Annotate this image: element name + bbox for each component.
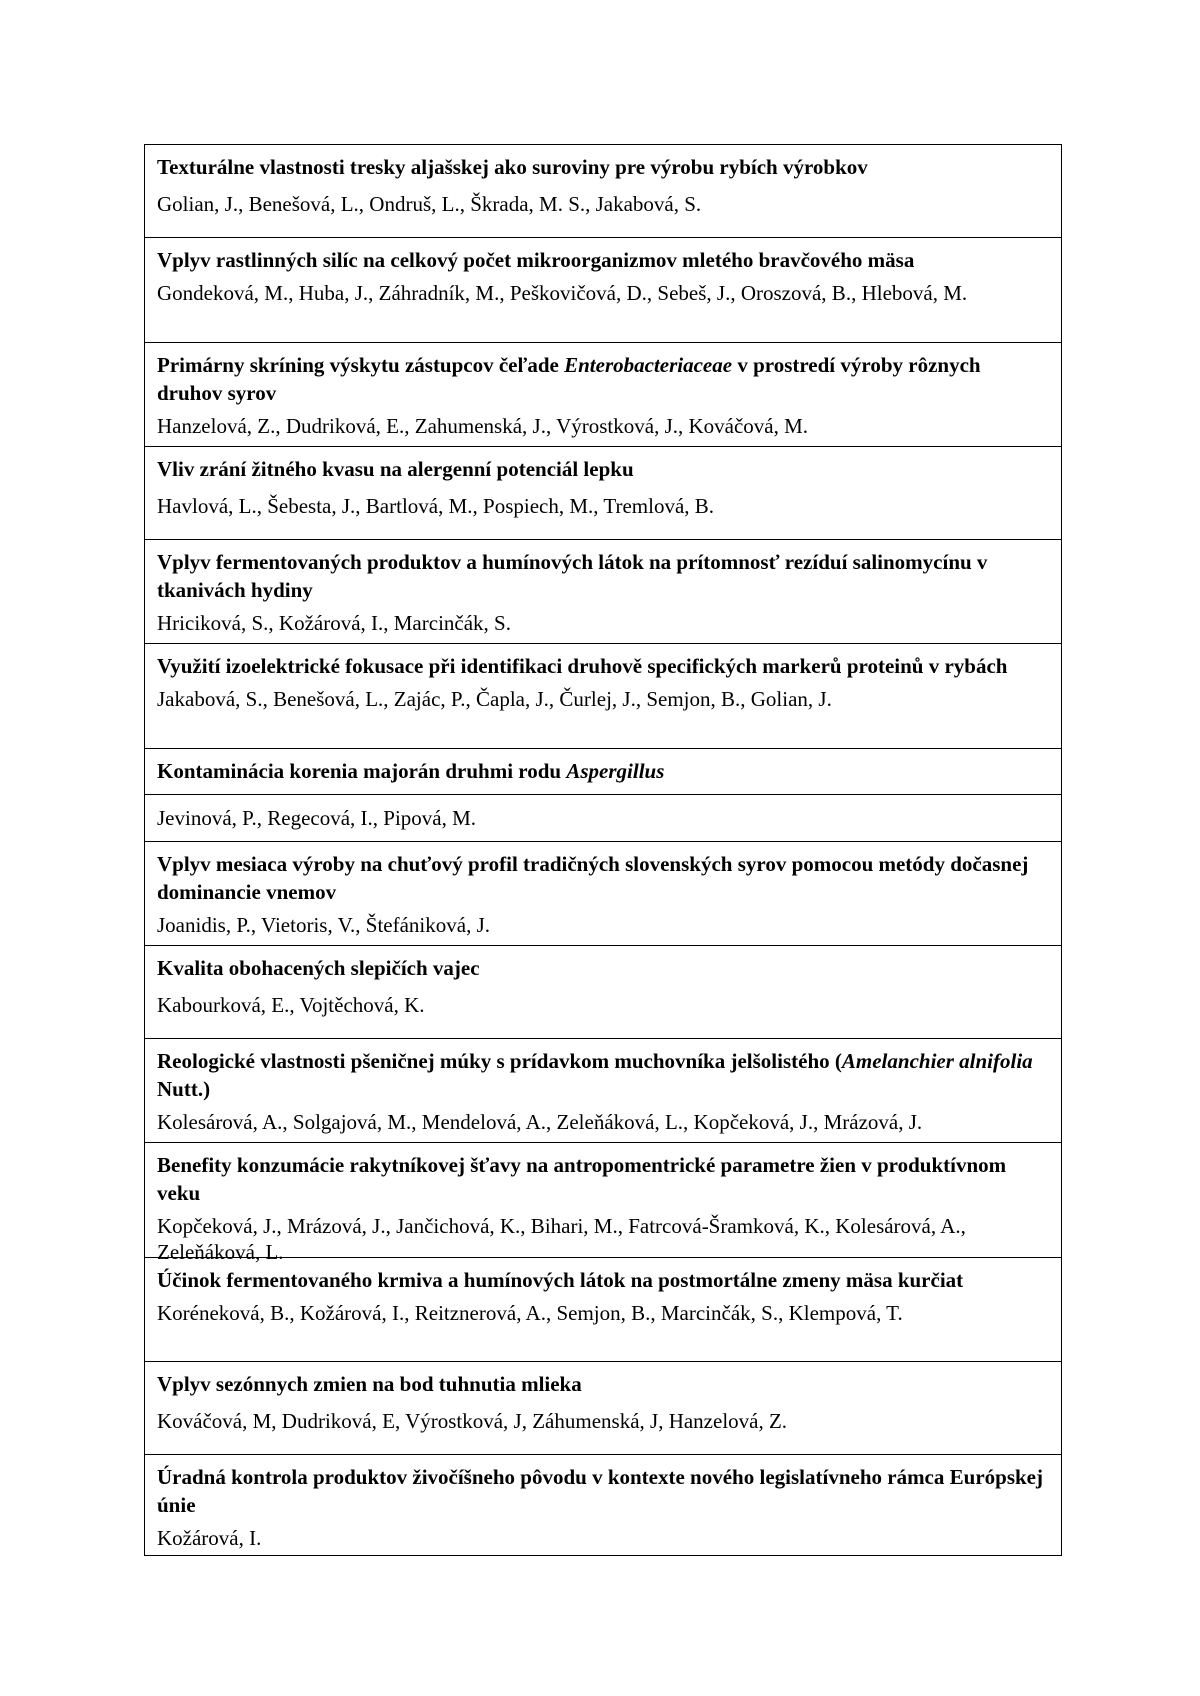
publication-title: Úradná kontrola produktov živočíšneho pôvodu v kontexte nového legislatívneho rámca Európskej únie — [157, 1465, 1043, 1517]
publication-authors: Jakabová, S., Benešová, L., Zajác, P., Čapla, J., Čurlej, J., Semjon, B., Golian, J. — [157, 687, 832, 711]
publication-entry — [145, 1039, 1061, 1143]
publication-entry — [145, 145, 1061, 238]
publication-authors: Golian, J., Benešová, L., Ondruš, L., Škrada, M. S., Jakabová, S. — [157, 192, 702, 216]
publication-entry — [145, 540, 1061, 644]
publication-authors: Kováčová, M, Dudriková, E, Výrostková, J, Záhumenská, J, Hanzelová, Z. — [157, 1409, 788, 1433]
publication-title: Kontaminácia korenia majorán druhmi rodu Aspergillus — [157, 759, 665, 783]
publication-title: Primárny skríning výskytu zástupcov čeľade Enterobacteriaceae v prostredí výroby rôznych druhov syrov — [157, 353, 981, 405]
publication-title: Texturálne vlastnosti tresky aljašskej ako suroviny pre výrobu rybích výrobkov — [157, 155, 868, 179]
publication-title: Vplyv sezónnych zmien na bod tuhnutia mlieka — [157, 1372, 582, 1396]
publication-title: Reologické vlastnosti pšeničnej múky s prídavkom muchovníka jelšolistého (Amelanchier alnifolia Nutt.) — [157, 1049, 1033, 1101]
publication-authors: Hriciková, S., Kožárová, I., Marcinčák, S. — [157, 611, 511, 635]
publication-title: Kvalita obohacených slepičích vajec — [157, 956, 480, 980]
publication-entry — [145, 749, 1061, 842]
publication-title: Účinok fermentovaného krmiva a humínových látok na postmortálne zmeny mäsa kurčiat — [157, 1268, 964, 1292]
publication-authors: Kabourková, E., Vojtěchová, K. — [157, 993, 425, 1017]
publication-authors: Havlová, L., Šebesta, J., Bartlová, M., Pospiech, M., Tremlová, B. — [157, 494, 715, 518]
publication-authors: Hanzelová, Z., Dudriková, E., Zahumenská, J., Výrostková, J., Kováčová, M. — [157, 414, 809, 438]
publication-entry — [145, 946, 1061, 1039]
publication-table — [144, 144, 1062, 1556]
publication-entry — [145, 1143, 1061, 1264]
publication-title: Využití izoelektrické fokusace při identifikaci druhově specifických markerů proteinů v rybách — [157, 654, 1008, 678]
publication-authors: Gondeková, M., Huba, J., Záhradník, M., Peškovičová, D., Sebeš, J., Oroszová, B., Hlebová, M. — [157, 281, 968, 305]
publication-entry — [145, 1258, 1061, 1362]
publication-title: Benefity konzumácie rakytníkovej šťavy na antropomentrické parametre žien v produktívnom veku — [157, 1153, 1007, 1205]
publication-title: Vplyv mesiaca výroby na chuťový profil tradičných slovenských syrov pomocou metódy dočasnej dominancie vnemov — [157, 852, 1029, 904]
publication-authors: Jevinová, P., Regecová, I., Pipová, M. — [157, 806, 477, 830]
publication-entry — [145, 238, 1061, 343]
publication-authors: Kopčeková, J., Mrázová, J., Jančichová, K., Bihari, M., Fatrcová-Šramková, K., Kolesárová, A., Zeleňáková, L. — [157, 1214, 966, 1264]
publication-authors: Kožárová, I. — [157, 1526, 262, 1550]
publication-entry — [145, 1362, 1061, 1455]
publication-entry — [145, 1455, 1061, 1555]
publication-title: Vplyv rastlinných silíc na celkový počet mikroorganizmov mletého bravčového mäsa — [157, 248, 915, 272]
publication-entry — [145, 447, 1061, 540]
publication-authors: Koréneková, B., Kožárová, I., Reitznerová, A., Semjon, B., Marcinčák, S., Klempová, T. — [157, 1301, 903, 1325]
publication-authors: Kolesárová, A., Solgajová, M., Mendelová, A., Zeleňáková, L., Kopčeková, J., Mrázová, J. — [157, 1110, 923, 1134]
publication-title: Vplyv fermentovaných produktov a humínových látok na prítomnosť rezíduí salinomycínu v tkanivách hydiny — [157, 550, 988, 602]
publication-entry — [145, 343, 1061, 447]
publication-title: Vliv zrání žitného kvasu na alergenní potenciál lepku — [157, 457, 634, 481]
publication-entry — [145, 644, 1061, 749]
publication-entry — [145, 842, 1061, 946]
publication-authors: Joanidis, P., Vietoris, V., Štefániková, J. — [157, 913, 491, 937]
